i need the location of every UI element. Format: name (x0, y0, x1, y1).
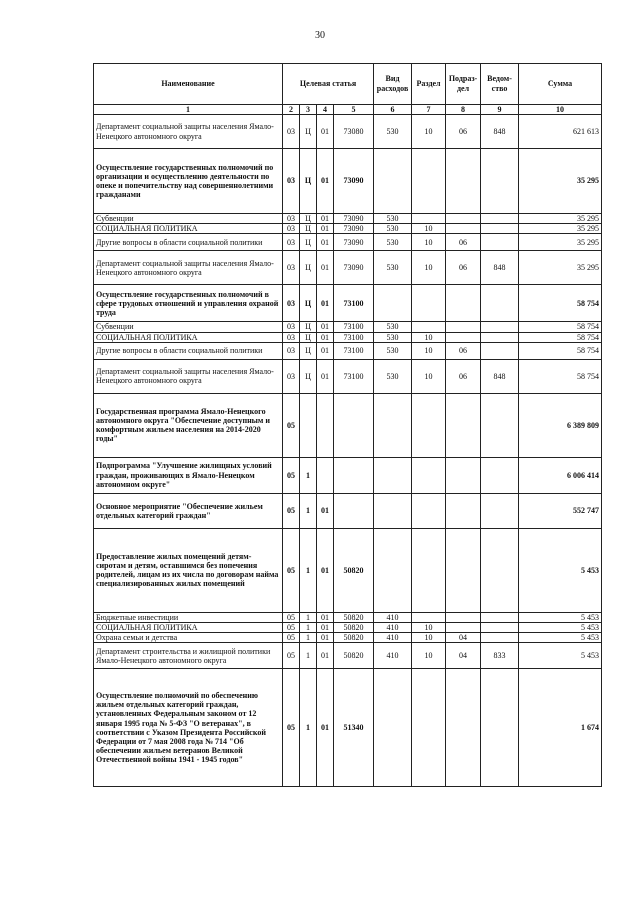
header-expense-type: Вид расходов (374, 64, 412, 105)
row-code-5: 50820 (334, 528, 374, 612)
table-row (94, 224, 602, 234)
row-subsection (446, 493, 481, 528)
row-section (412, 285, 446, 322)
table-row (94, 234, 602, 251)
row-sum: 6 389 809 (519, 393, 602, 457)
row-name: Осуществление государственных полномочий в сфере трудовых отношений и управления охраной труда (94, 285, 283, 322)
row-section: 10 (412, 224, 446, 234)
table-row (94, 528, 602, 612)
row-department: 848 (481, 115, 519, 149)
row-subsection: 04 (446, 633, 481, 643)
row-department (481, 669, 519, 787)
row-code-2: 03 (283, 332, 300, 342)
row-name: Субвенции (94, 214, 283, 224)
row-sum: 6 006 414 (519, 457, 602, 493)
row-expense-type: 530 (374, 224, 412, 234)
row-code-4: 01 (317, 359, 334, 393)
row-code-4: 01 (317, 633, 334, 643)
row-code-2: 03 (283, 322, 300, 332)
row-code-4: 01 (317, 251, 334, 285)
row-department (481, 633, 519, 643)
row-subsection: 06 (446, 115, 481, 149)
row-subsection: 06 (446, 342, 481, 359)
table-row (94, 622, 602, 632)
row-name: СОЦИАЛЬНАЯ ПОЛИТИКА (94, 224, 283, 234)
row-code-5 (334, 457, 374, 493)
row-code-2: 05 (283, 633, 300, 643)
row-department (481, 393, 519, 457)
row-code-3: 1 (300, 643, 317, 669)
row-expense-type (374, 393, 412, 457)
row-code-2: 05 (283, 622, 300, 632)
row-name: Осуществление полномочий по обеспечению жильем отдельных категорий граждан, установленных Федеральным законом от 12 января 1995 года № 5-ФЗ "О ветеранах", в соответствии с Указом Президента Российской Федерации от 7 мая 2008 года № 714 "Об обеспечении жильем ветеранов Великой Отечественной войны 1941 - 1945 годов" (94, 669, 283, 787)
row-expense-type: 530 (374, 251, 412, 285)
row-sum: 58 754 (519, 342, 602, 359)
table-row (94, 669, 602, 787)
row-code-3: Ц (300, 214, 317, 224)
row-code-5: 73100 (334, 359, 374, 393)
row-code-4: 01 (317, 342, 334, 359)
row-code-2: 03 (283, 342, 300, 359)
row-sum: 35 295 (519, 149, 602, 214)
row-name: СОЦИАЛЬНАЯ ПОЛИТИКА (94, 622, 283, 632)
row-section (412, 322, 446, 332)
column-number: 6 (374, 105, 412, 115)
row-sum: 58 754 (519, 285, 602, 322)
budget-table (93, 63, 602, 787)
header-target: Целевая статья (283, 64, 374, 105)
row-department (481, 622, 519, 632)
table-row (94, 214, 602, 224)
table-row (94, 493, 602, 528)
row-code-2: 03 (283, 214, 300, 224)
row-name: Основное мероприятие "Обеспечение жильем отдельных категорий граждан" (94, 493, 283, 528)
row-sum: 35 295 (519, 251, 602, 285)
row-code-5: 73090 (334, 224, 374, 234)
row-section: 10 (412, 359, 446, 393)
row-code-3: 1 (300, 622, 317, 632)
row-subsection (446, 528, 481, 612)
row-code-4 (317, 457, 334, 493)
header-name: Наименование (94, 64, 283, 105)
row-code-4: 01 (317, 322, 334, 332)
row-code-4: 01 (317, 149, 334, 214)
row-code-3: Ц (300, 342, 317, 359)
row-code-5 (334, 493, 374, 528)
row-subsection: 04 (446, 643, 481, 669)
row-code-2: 05 (283, 643, 300, 669)
row-subsection (446, 224, 481, 234)
row-code-2: 05 (283, 457, 300, 493)
row-code-4: 01 (317, 622, 334, 632)
row-department: 848 (481, 251, 519, 285)
row-name: Департамент социальной защиты населения Ямало-Ненецкого автономного округа (94, 115, 283, 149)
column-number: 1 (94, 105, 283, 115)
row-subsection (446, 612, 481, 622)
row-department (481, 528, 519, 612)
row-department (481, 457, 519, 493)
row-name: Департамент социальной защиты населения Ямало-Ненецкого автономного округа (94, 359, 283, 393)
column-number: 3 (300, 105, 317, 115)
row-code-3: Ц (300, 234, 317, 251)
row-code-3 (300, 393, 317, 457)
row-expense-type: 410 (374, 622, 412, 632)
row-section: 10 (412, 234, 446, 251)
row-section (412, 612, 446, 622)
row-code-5: 73080 (334, 115, 374, 149)
row-department (481, 149, 519, 214)
row-code-5: 73090 (334, 234, 374, 251)
row-name: Охрана семьи и детства (94, 633, 283, 643)
row-code-4: 01 (317, 643, 334, 669)
row-department (481, 234, 519, 251)
row-code-5: 50820 (334, 633, 374, 643)
table-row (94, 643, 602, 669)
row-code-5 (334, 393, 374, 457)
row-code-2: 03 (283, 149, 300, 214)
row-section (412, 528, 446, 612)
row-expense-type: 530 (374, 342, 412, 359)
row-department (481, 285, 519, 322)
row-sum: 35 295 (519, 234, 602, 251)
header-sum: Сумма (519, 64, 602, 105)
table-row (94, 633, 602, 643)
header-department: Ведом-ство (481, 64, 519, 105)
row-name: Другие вопросы в области социальной политики (94, 342, 283, 359)
table-row (94, 612, 602, 622)
row-code-4: 01 (317, 214, 334, 224)
row-name: Бюджетные инвестиции (94, 612, 283, 622)
row-subsection (446, 149, 481, 214)
table-row (94, 251, 602, 285)
row-section (412, 214, 446, 224)
row-code-5: 73090 (334, 149, 374, 214)
table-row (94, 285, 602, 322)
column-numbers-row (94, 105, 602, 115)
row-code-3: Ц (300, 115, 317, 149)
row-code-4: 01 (317, 285, 334, 322)
row-expense-type: 410 (374, 643, 412, 669)
row-code-3: Ц (300, 359, 317, 393)
row-expense-type (374, 149, 412, 214)
table-row (94, 393, 602, 457)
row-code-3: 1 (300, 633, 317, 643)
row-code-2: 03 (283, 359, 300, 393)
row-section: 10 (412, 332, 446, 342)
row-code-3: Ц (300, 322, 317, 332)
table-row (94, 332, 602, 342)
row-department (481, 342, 519, 359)
column-number: 8 (446, 105, 481, 115)
row-sum: 58 754 (519, 322, 602, 332)
row-expense-type: 530 (374, 322, 412, 332)
row-section: 10 (412, 342, 446, 359)
row-code-3: Ц (300, 251, 317, 285)
row-code-5: 73100 (334, 322, 374, 332)
row-subsection: 06 (446, 234, 481, 251)
row-department (481, 322, 519, 332)
header-section: Раздел (412, 64, 446, 105)
row-name: Субвенции (94, 322, 283, 332)
row-code-3: 1 (300, 669, 317, 787)
row-code-4: 01 (317, 115, 334, 149)
row-code-4: 01 (317, 224, 334, 234)
row-code-2: 03 (283, 234, 300, 251)
table-row (94, 115, 602, 149)
row-code-5: 73100 (334, 332, 374, 342)
row-code-3: Ц (300, 224, 317, 234)
row-name: Подпрограмма "Улучшение жилищных условий граждан, проживающих в Ямало-Ненецком автономном округе" (94, 457, 283, 493)
column-number: 10 (519, 105, 602, 115)
row-code-3: Ц (300, 285, 317, 322)
row-sum: 552 747 (519, 493, 602, 528)
row-code-4: 01 (317, 528, 334, 612)
table-row (94, 359, 602, 393)
row-expense-type (374, 457, 412, 493)
row-code-2: 05 (283, 669, 300, 787)
row-code-4: 01 (317, 332, 334, 342)
row-name: Предоставление жилых помещений детям-сиротам и детям, оставшимся без попечения родителей, лицам из их числа по договорам найма специализированных жилых помещений (94, 528, 283, 612)
row-code-3: Ц (300, 332, 317, 342)
row-section (412, 457, 446, 493)
row-subsection (446, 214, 481, 224)
row-section: 10 (412, 622, 446, 632)
row-sum: 5 453 (519, 612, 602, 622)
row-expense-type (374, 528, 412, 612)
row-subsection (446, 322, 481, 332)
row-expense-type: 530 (374, 332, 412, 342)
row-subsection (446, 393, 481, 457)
row-name: СОЦИАЛЬНАЯ ПОЛИТИКА (94, 332, 283, 342)
row-code-2: 05 (283, 493, 300, 528)
row-code-5: 51340 (334, 669, 374, 787)
row-section (412, 669, 446, 787)
row-section: 10 (412, 633, 446, 643)
row-name: Департамент строительства и жилищной политики Ямало-Ненецкого автономного округа (94, 643, 283, 669)
page-number: 30 (315, 30, 325, 41)
row-sum: 35 295 (519, 214, 602, 224)
row-code-2: 03 (283, 285, 300, 322)
row-expense-type: 410 (374, 633, 412, 643)
row-code-3: 1 (300, 612, 317, 622)
row-department: 848 (481, 359, 519, 393)
row-sum: 58 754 (519, 359, 602, 393)
row-department (481, 332, 519, 342)
row-subsection (446, 457, 481, 493)
row-section: 10 (412, 251, 446, 285)
row-department (481, 224, 519, 234)
column-number: 7 (412, 105, 446, 115)
row-code-4: 01 (317, 234, 334, 251)
row-code-3: 1 (300, 493, 317, 528)
row-code-4: 01 (317, 669, 334, 787)
row-code-3: 1 (300, 457, 317, 493)
row-name: Государственная программа Ямало-Ненецкого автономного округа "Обеспечение доступным и комфортным жильем населения на 2014-2020 годы" (94, 393, 283, 457)
row-section (412, 493, 446, 528)
row-expense-type: 530 (374, 214, 412, 224)
column-number: 9 (481, 105, 519, 115)
row-code-2: 05 (283, 393, 300, 457)
header-row (94, 64, 602, 105)
row-section: 10 (412, 115, 446, 149)
row-code-4: 01 (317, 493, 334, 528)
row-code-5: 73090 (334, 251, 374, 285)
row-code-5: 50820 (334, 612, 374, 622)
row-code-2: 03 (283, 115, 300, 149)
table-row (94, 149, 602, 214)
row-name: Департамент социальной защиты населения Ямало-Ненецкого автономного округа (94, 251, 283, 285)
row-sum: 5 453 (519, 622, 602, 632)
row-section: 10 (412, 643, 446, 669)
row-code-4: 01 (317, 612, 334, 622)
row-subsection: 06 (446, 251, 481, 285)
row-department (481, 493, 519, 528)
row-sum: 1 674 (519, 669, 602, 787)
row-section (412, 149, 446, 214)
row-expense-type: 530 (374, 115, 412, 149)
row-department (481, 612, 519, 622)
row-subsection: 06 (446, 359, 481, 393)
row-code-2: 03 (283, 224, 300, 234)
column-number: 5 (334, 105, 374, 115)
row-code-4 (317, 393, 334, 457)
column-number: 2 (283, 105, 300, 115)
row-code-2: 03 (283, 251, 300, 285)
row-code-2: 05 (283, 528, 300, 612)
row-subsection (446, 669, 481, 787)
table-row (94, 322, 602, 332)
column-number: 4 (317, 105, 334, 115)
row-department (481, 214, 519, 224)
row-sum: 58 754 (519, 332, 602, 342)
row-sum: 35 295 (519, 224, 602, 234)
row-expense-type: 530 (374, 359, 412, 393)
row-code-5: 50820 (334, 622, 374, 632)
row-code-3: Ц (300, 149, 317, 214)
row-sum: 5 453 (519, 633, 602, 643)
row-department: 833 (481, 643, 519, 669)
table-row (94, 457, 602, 493)
row-sum: 621 613 (519, 115, 602, 149)
row-subsection (446, 285, 481, 322)
table-row (94, 342, 602, 359)
row-name: Другие вопросы в области социальной политики (94, 234, 283, 251)
row-subsection (446, 332, 481, 342)
row-expense-type (374, 285, 412, 322)
row-name: Осуществление государственных полномочий по организации и осуществлению деятельности по опеке и попечительству над совершеннолетними гражданами (94, 149, 283, 214)
row-expense-type (374, 493, 412, 528)
row-expense-type: 410 (374, 612, 412, 622)
row-expense-type (374, 669, 412, 787)
row-code-5: 50820 (334, 643, 374, 669)
row-code-5: 73100 (334, 285, 374, 322)
row-section (412, 393, 446, 457)
row-subsection (446, 622, 481, 632)
row-expense-type: 530 (374, 234, 412, 251)
row-sum: 5 453 (519, 528, 602, 612)
header-subsection: Подраз-дел (446, 64, 481, 105)
row-code-2: 05 (283, 612, 300, 622)
row-code-3: 1 (300, 528, 317, 612)
row-code-5: 73100 (334, 342, 374, 359)
row-code-5: 73090 (334, 214, 374, 224)
row-sum: 5 453 (519, 643, 602, 669)
